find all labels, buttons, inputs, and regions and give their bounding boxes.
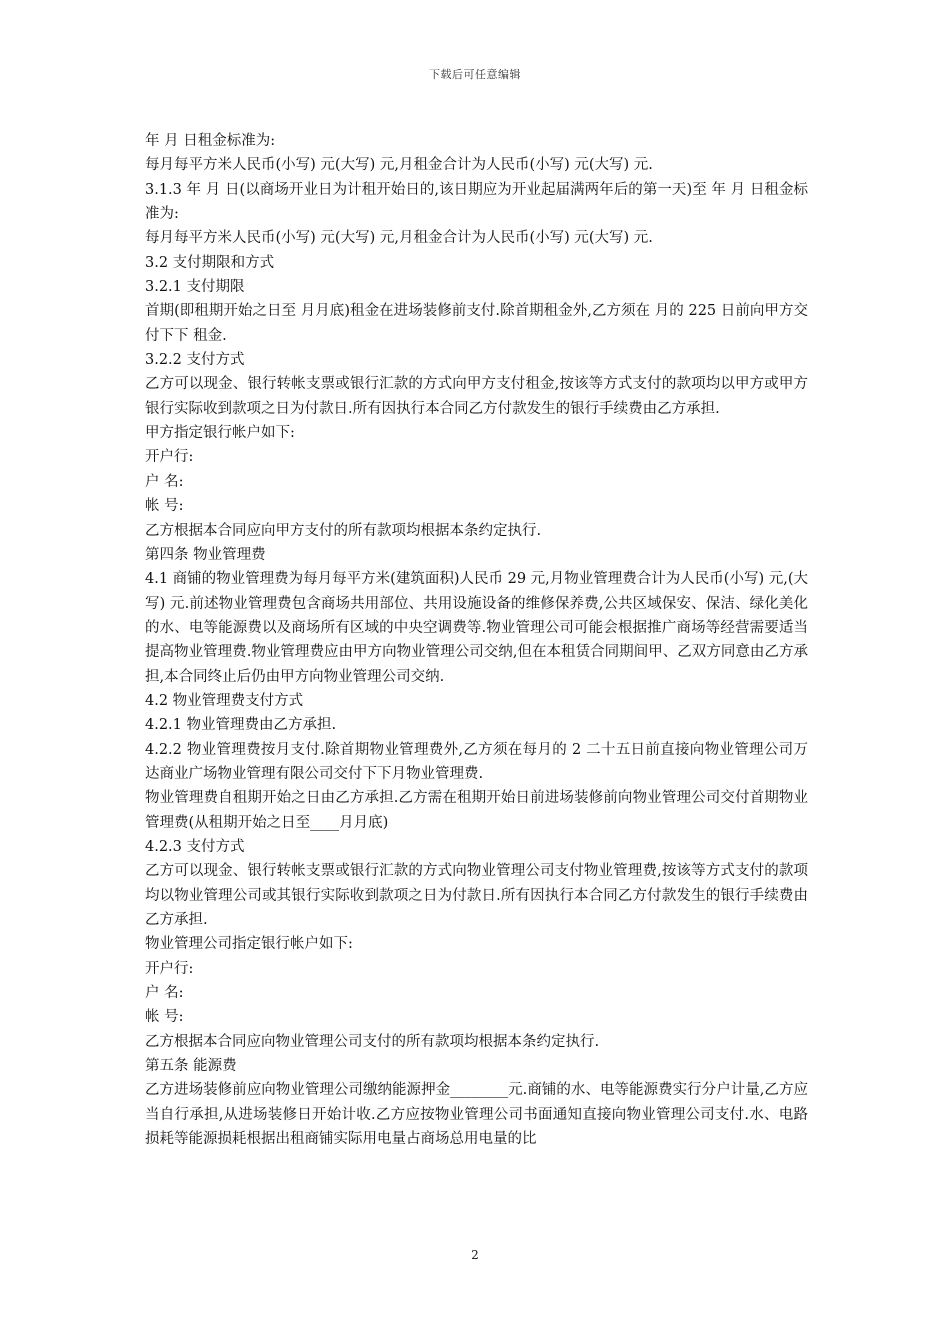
paragraph: 物业管理公司指定银行帐户如下: <box>145 936 353 953</box>
paragraph: 4.1 商铺的物业管理费为每月每平方米(建筑面积)人民币 29 元,月物业管理费合计为人民币(小写) 元,(大写) 元.前述物业管理费包含商场共用部位、共用设施设备的维修保养费,公共区域保安、保洁、绿化美化的水、电等能源费以及商场所有区域的中央空调费等.物业管理公司可能会根据推广商场等经营需要适当提高物业管理费.物业管理费应由甲方向物业管理公司交纳,但在本租赁合同期间甲、乙双方同意由乙方承担,本合同终止后仍由甲方向物业管理公司交纳. <box>145 571 808 685</box>
article-heading: 第五条 能源费 <box>145 1058 237 1075</box>
paragraph: 乙方进场装修前应向物业管理公司缴纳能源押金________元.商铺的水、电等能源费实行分户计量,乙方应当自行承担,从进场装修日开始计收.乙方应按物业管理公司书面通知直接向物业管理公司支付.水、电路损耗等能源损耗根据出租商铺实际用电量占商场总用电量的比 <box>145 1082 808 1148</box>
article-heading: 第四条 物业管理费 <box>145 546 266 563</box>
page-header: 下载后可任意编辑 <box>429 68 521 81</box>
section-heading: 4.2 物业管理费支付方式 <box>145 692 304 709</box>
bank-field-label: 帐 号: <box>145 1009 184 1026</box>
bank-field-label: 帐 号: <box>145 498 184 515</box>
paragraph: 甲方指定银行帐户如下: <box>145 425 295 442</box>
section-heading: 4.2.3 支付方式 <box>145 838 245 855</box>
paragraph: 乙方可以现金、银行转帐支票或银行汇款的方式向甲方支付租金,按该等方式支付的款项均以甲方或甲方银行实际收到款项之日为付款日.所有因执行本合同乙方付款发生的银行手续费由乙方承担. <box>145 376 808 417</box>
bank-field-label: 户 名: <box>145 473 184 490</box>
document-body <box>145 129 808 1151</box>
bank-field-label: 开户行: <box>145 449 194 466</box>
section-heading: 3.2.1 支付期限 <box>145 279 245 296</box>
paragraph: 物业管理费自租期开始之日由乙方承担.乙方需在租期开始日前进场装修前向物业管理公司交付首期物业管理费(从租期开始之日至____月月底) <box>145 790 808 831</box>
paragraph: 乙方根据本合同应向物业管理公司支付的所有款项均根据本条约定执行. <box>145 1033 600 1050</box>
paragraph: 乙方根据本合同应向甲方支付的所有款项均根据本条约定执行. <box>145 522 542 539</box>
page-number: 2 <box>471 1248 479 1262</box>
paragraph: 乙方可以现金、银行转帐支票或银行汇款的方式向物业管理公司支付物业管理费,按该等方式支付的款项均以物业管理公司或其银行实际收到款项之日为付款日.所有因执行本合同乙方付款发生的银行手续费由乙方承担. <box>145 863 808 928</box>
paragraph: 首期(即租期开始之日至 月月底)租金在进场装修前支付.除首期租金外,乙方须在 月的 225 日前向甲方交付下下 租金. <box>145 303 808 344</box>
section-heading: 3.2.2 支付方式 <box>145 352 245 369</box>
paragraph: 3.1.3 年 月 日(以商场开业日为计租开始日的,该日期应为开业起届满两年后的第一天)至 年 月 日租金标准为: <box>145 181 808 223</box>
bank-field-label: 开户行: <box>145 960 194 977</box>
paragraph: 年 月 日租金标准为: <box>145 133 276 149</box>
paragraph: 4.2.1 物业管理费由乙方承担. <box>145 717 337 734</box>
section-heading: 3.2 支付期限和方式 <box>145 254 275 271</box>
bank-field-label: 户 名: <box>145 985 184 1002</box>
paragraph: 每月每平方米人民币(小写) 元(大写) 元,月租金合计为人民币(小写) 元(大写) 元. <box>145 230 653 247</box>
paragraph: 每月每平方米人民币(小写) 元(大写) 元,月租金合计为人民币(小写) 元(大写) 元. <box>145 157 653 174</box>
paragraph: 4.2.2 物业管理费按月支付.除首期物业管理费外,乙方须在每月的 2 二十五日前直接向物业管理公司万达商业广场物业管理有限公司交付下下月物业管理费. <box>145 741 808 782</box>
